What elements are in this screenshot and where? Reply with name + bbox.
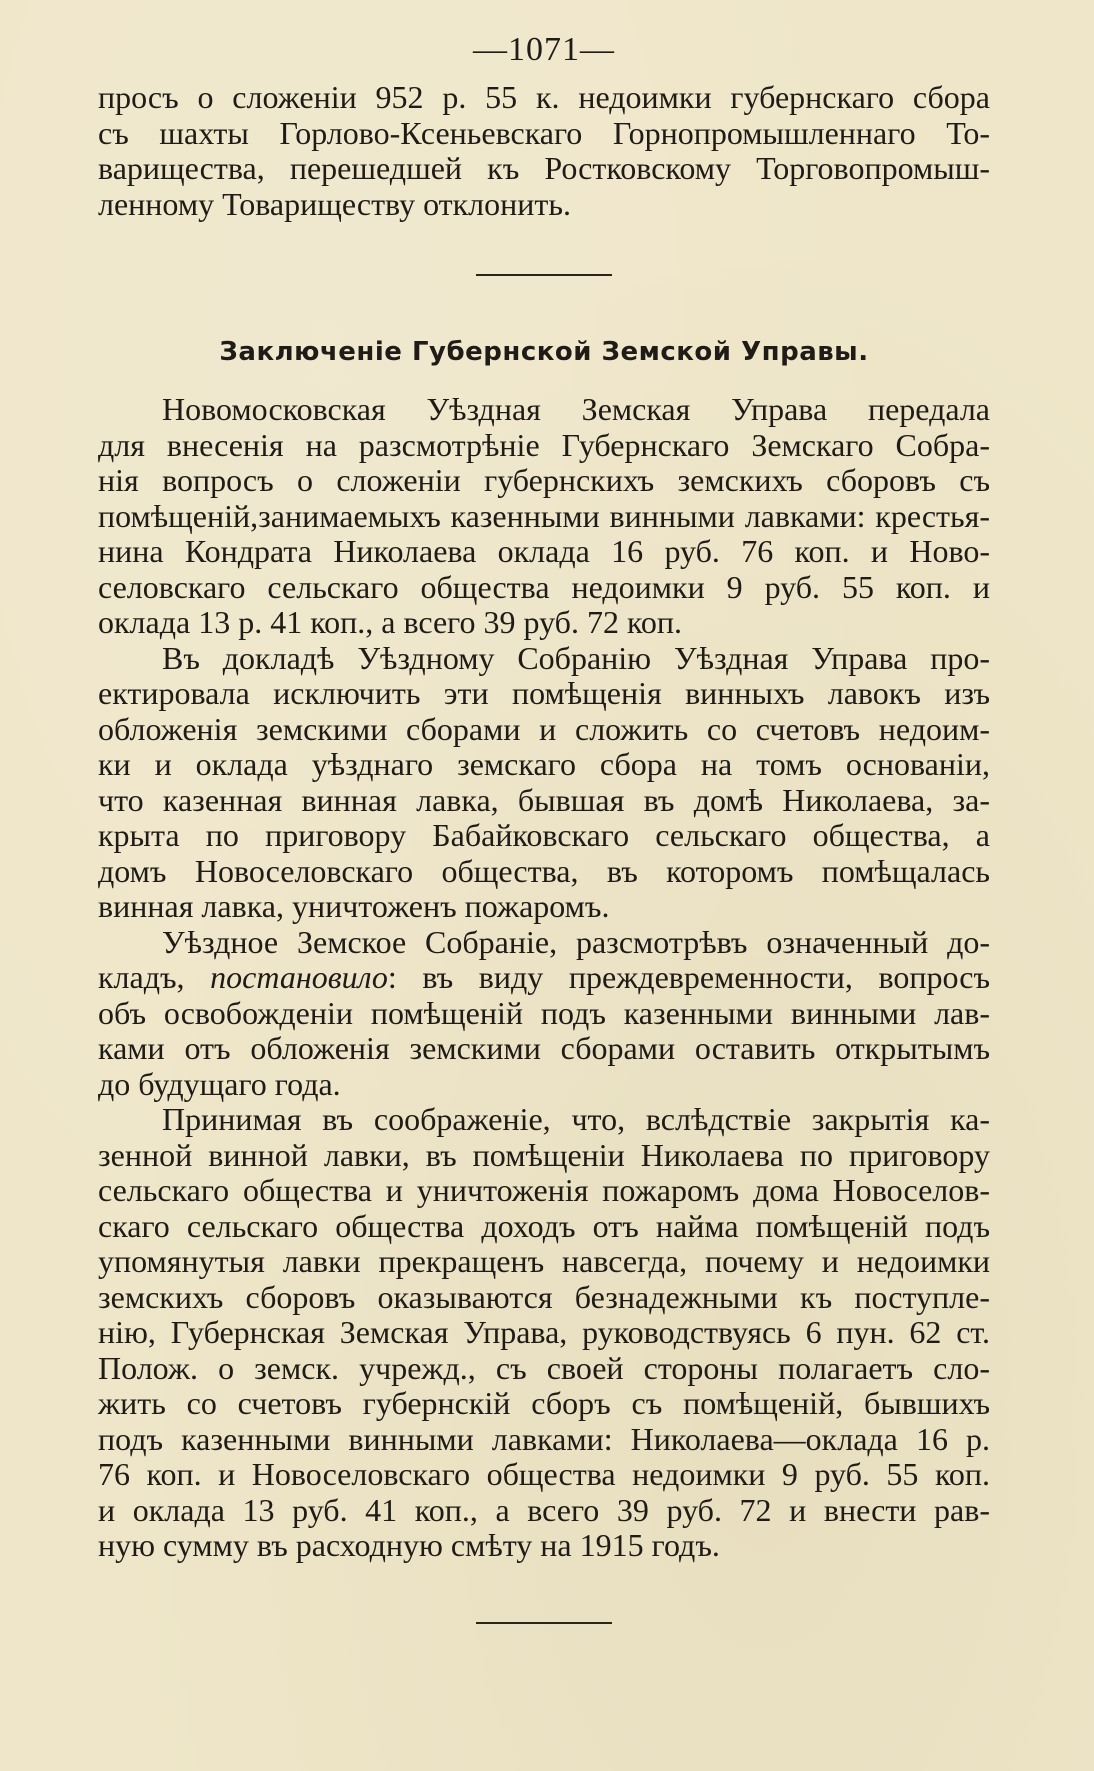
text-line: упомянутыя лавки прекращенъ навсегда, почему и недоимки bbox=[98, 1243, 990, 1279]
text-line: до будущаго года. bbox=[98, 1065, 341, 1102]
text-line: домъ Новоселовскаго общества, въ которомъ помѣщалась bbox=[98, 852, 990, 889]
text-line: скаго сельскаго общества доходъ отъ найма помѣщенiй подъ bbox=[98, 1207, 990, 1244]
paragraph-4 bbox=[98, 1102, 990, 1564]
text-line: что казенная винная лавка, бывшая въ домѣ Николаева, за- bbox=[98, 781, 990, 818]
text-line: Полож. о земск. учрежд., съ своей стороны полагаетъ сло- bbox=[98, 1349, 990, 1386]
text-line: нина Кондрата Николаева оклада 16 руб. 76 коп. и Ново- bbox=[98, 533, 990, 569]
text-line: Новомосковская Уѣздная Земская Управа передала bbox=[162, 391, 990, 427]
text-line: помѣщенiй,занимаемыхъ казенными винными лавками: крестья- bbox=[98, 497, 990, 534]
page-number: —1071— bbox=[473, 31, 615, 68]
text-line: обложенiя земскими сборами и сложить со счетовъ недоим- bbox=[98, 710, 990, 747]
text-line: крыта по приговору Бабайковскаго сельскаго общества, а bbox=[98, 817, 990, 853]
text-line: подъ казенными винными лавками: Николаева—оклада 16 р. bbox=[98, 1420, 990, 1457]
paragraph-2 bbox=[98, 641, 990, 925]
text-line: оклада 13 р. 41 коп., а всего 39 руб. 72 коп. bbox=[98, 604, 682, 640]
text-line: для внесенiя на разсмотрѣнiе Губернскаго Земскаго Собра- bbox=[98, 426, 990, 463]
text-line: объ освобожденiи помѣщенiй подъ казенными винными лав- bbox=[98, 994, 990, 1031]
text-line: Въ докладѣ Уѣздному Собранiю Уѣздная Управа про- bbox=[162, 639, 990, 676]
text-line: и оклада 13 руб. 41 коп., а всего 39 руб. 72 и внести рав- bbox=[98, 1491, 990, 1528]
text-line: 76 коп. и Новоселовскаго общества недоимки 9 руб. 55 коп. bbox=[98, 1456, 990, 1492]
text-line: съ шахты Горлово-Ксеньевскаго Горнопромышленнаго То- bbox=[98, 114, 990, 151]
text-line: винная лавка, уничтоженъ пожаромъ. bbox=[98, 888, 610, 924]
paragraph-3 bbox=[98, 925, 990, 1103]
end-divider bbox=[476, 1622, 612, 1624]
text-line: варищества, перешедшей къ Ростковскому Торговопромыш- bbox=[98, 150, 990, 186]
text-line: ектировала исключить эти помѣщенiя винныхъ лавокъ изъ bbox=[98, 675, 990, 711]
text-line: Принимая въ соображенiе, что, вслѣдствiе закрытiя ка- bbox=[162, 1101, 990, 1137]
intro-paragraph bbox=[98, 80, 990, 222]
section-divider bbox=[476, 274, 612, 276]
paragraph-1 bbox=[98, 392, 990, 641]
text-line: просъ о сложенiи 952 р. 55 к. недоимки губернскаго сбора bbox=[98, 79, 990, 115]
text-line: кладъ, постановило: въ виду преждевременности, вопросъ bbox=[98, 959, 991, 995]
text-line: зенной винной лавки, въ помѣщенiи Николаева по приговору bbox=[98, 1136, 990, 1173]
text-line: жить со счетовъ губернскiй сборъ съ помѣщенiй, бывшихъ bbox=[98, 1385, 990, 1421]
text-line: ками отъ обложенiя земскими сборами оставить открытымъ bbox=[98, 1030, 990, 1066]
text-line: ную сумму въ расходную смѣту на 1915 годъ. bbox=[98, 1527, 720, 1563]
section-title: Заключенiе Губернской Земской Управы. bbox=[219, 337, 869, 367]
text-line: селовскаго сельскаго общества недоимки 9 руб. 55 коп. и bbox=[98, 568, 990, 605]
text-line: нiя вопросъ о сложенiи губернскихъ земскихъ сборовъ съ bbox=[98, 462, 990, 498]
text-line: сельскаго общества и уничтоженiя пожаромъ дома Новоселов- bbox=[98, 1172, 990, 1208]
text-line: земскихъ сборовъ оказываются безнадежными къ поступле- bbox=[98, 1278, 990, 1315]
text-line: Уѣздное Земское Собранiе, разсмотрѣвъ означенный до- bbox=[162, 923, 990, 960]
text-line: нiю, Губернская Земская Управа, руководствуясь 6 пун. 62 ст. bbox=[98, 1314, 990, 1350]
text-line: ленному Товариществу отклонить. bbox=[98, 185, 571, 222]
italic-emphasis: постановило bbox=[210, 959, 388, 995]
text-line: ки и оклада уѣзднаго земскаго сбора на томъ основанiи, bbox=[98, 746, 990, 782]
